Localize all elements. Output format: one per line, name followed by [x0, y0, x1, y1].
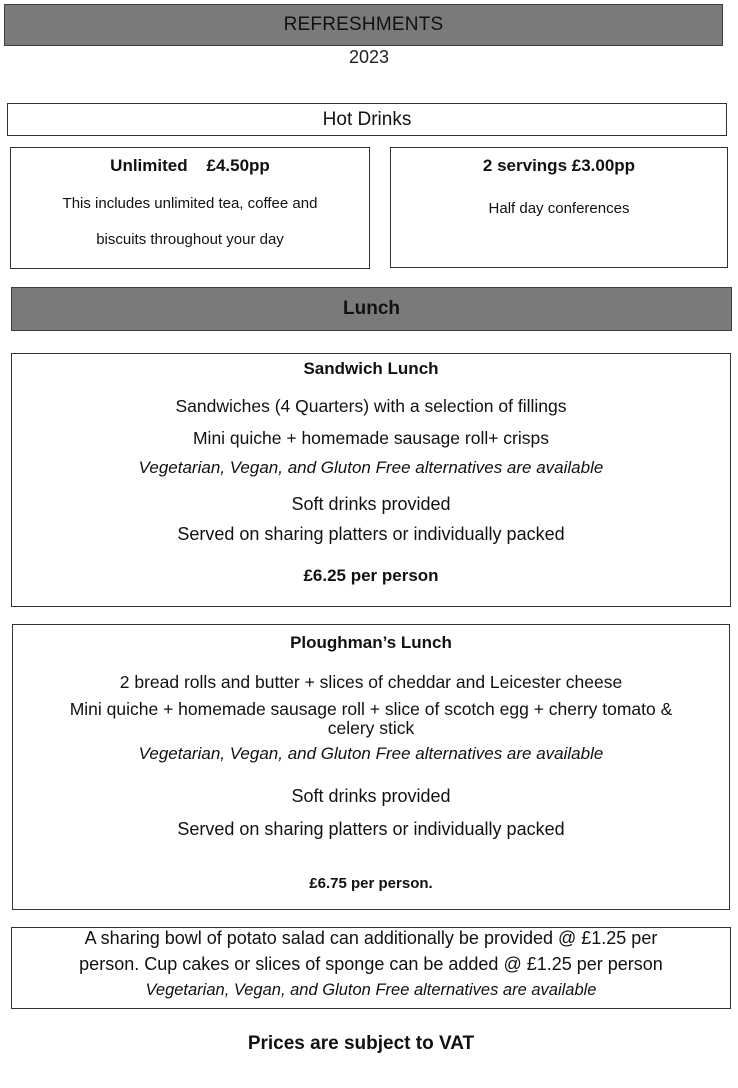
ploughmans-line1: 2 bread rolls and butter + slices of cheddar and Leicester cheese [119, 672, 623, 692]
lunch-header [11, 287, 732, 331]
lunch-heading: Lunch [343, 298, 400, 319]
sandwich-line1: Sandwiches (4 Quarters) with a selection of fillings [175, 396, 567, 416]
sandwich-line2: Mini quiche + homemade sausage roll+ crisps [192, 428, 549, 448]
unlimited-box [10, 147, 370, 269]
sandwich-drinks: Soft drinks provided [291, 494, 451, 514]
ploughmans-lunch-title: Ploughman’s Lunch [290, 633, 452, 652]
extras-line2: person. Cup cakes or slices of sponge can be added @ £1.25 per person [79, 954, 663, 974]
extras-alternatives: Vegetarian, Vegan, and Gluton Free alternatives are available [145, 981, 597, 999]
hot-drinks-heading: Hot Drinks [322, 108, 412, 130]
ploughmans-drinks: Soft drinks provided [291, 786, 451, 806]
year-label: 2023 [348, 47, 390, 67]
unlimited-desc-line1: This includes unlimited tea, coffee and [62, 195, 318, 212]
ploughmans-lunch-box [12, 624, 730, 910]
sandwich-serving: Served on sharing platters or individually packed [177, 524, 565, 544]
sandwich-alternatives: Vegetarian, Vegan, and Gluton Free alternatives are available [138, 458, 604, 477]
ploughmans-price: £6.75 per person. [309, 875, 433, 892]
extras-line1: A sharing bowl of potato salad can additionally be provided @ £1.25 per [84, 928, 658, 948]
extras-box [11, 927, 731, 1009]
hot-drinks-heading-box [7, 103, 727, 136]
sandwich-lunch-title: Sandwich Lunch [303, 359, 439, 378]
vat-notice: Prices are subject to VAT [247, 1033, 475, 1054]
ploughmans-alternatives: Vegetarian, Vegan, and Gluton Free alternatives are available [138, 744, 604, 763]
two-servings-box [390, 147, 728, 268]
refreshments-header [4, 4, 723, 46]
ploughmans-line3: celery stick [327, 718, 415, 738]
ploughmans-line2: Mini quiche + homemade sausage roll + slice of scotch egg + cherry tomato & [69, 699, 673, 719]
unlimited-desc-line2: biscuits throughout your day [96, 231, 284, 248]
two-servings-desc: Half day conferences [488, 200, 630, 217]
page-title: REFRESHMENTS [283, 14, 444, 35]
unlimited-title: Unlimited £4.50pp [110, 156, 270, 175]
sandwich-lunch-box [11, 353, 731, 607]
sandwich-price: £6.25 per person [303, 566, 439, 585]
two-servings-title: 2 servings £3.00pp [482, 156, 636, 175]
ploughmans-serving: Served on sharing platters or individually packed [177, 819, 565, 839]
